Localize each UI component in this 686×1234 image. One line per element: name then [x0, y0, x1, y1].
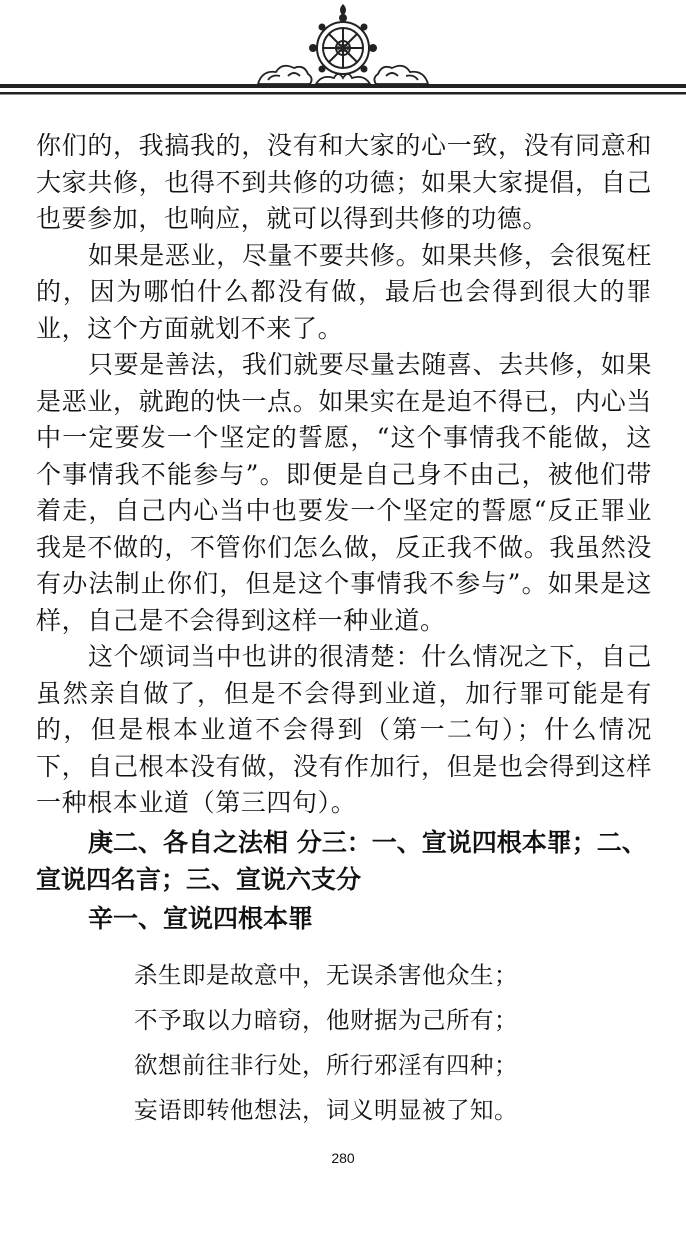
paragraph-3: 只要是善法，我们就要尽量去随喜、去共修，如果是恶业，就跑的快一点。如果实在是迫不得已，内心当中一定要发一个坚定的誓愿，“这个事情我不能做，这个事情我不能参与”。即便是自己身不由己，被他们带着走，自己内心当中也要发一个坚定的誓愿“反正罪业我是不做的，不管你们怎么做，反正我不做。我虽然没有办法制止你们，但是这个事情我不参与”。如果是这样，自己是不会得到这样一种业道。	[36, 350, 652, 635]
page-body	[36, 128, 652, 1135]
paragraph-4: 这个颂词当中也讲的很清楚：什么情况之下，自己虽然亲自做了，但是不会得到业道，加行罪可能是有的，但是根本业道不会得到（第一二句）；什么情况下，自己根本没有做，没有作加行，但是也会得到这样一种根本业道（第三四句）。	[36, 642, 652, 817]
verse-block	[36, 955, 652, 1130]
section-heading: 庚二、各自之法相 分三：一、宣说四根本罪；二、宣说四名言；三、宣说六支分	[36, 827, 647, 894]
paragraph-1: 你们的，我搞我的，没有和大家的心一致，没有同意和大家共修，也得不到共修的功德；如果大家提倡，自己也要参加，也响应，就可以得到共修的功德。	[36, 131, 652, 233]
page-header-ornament	[0, 0, 686, 110]
dharma-wheel-icon	[0, 0, 686, 110]
paragraph-2: 如果是恶业，尽量不要共修。如果共修，会很冤枉的，因为哪怕什么都没有做，最后也会得到很大的罪业，这个方面就划不来了。	[36, 240, 652, 343]
subsection-heading: 辛一、宣说四根本罪	[88, 903, 314, 933]
verse-line-1: 杀生即是故意中，无误杀害他众生；	[134, 960, 518, 989]
page-number: 280	[331, 1150, 355, 1166]
verse-line-4: 妄语即转他想法，词义明显被了知。	[134, 1095, 518, 1124]
verse-line-2: 不予取以力暗窃，他财据为己所有；	[134, 1005, 518, 1034]
verse-line-3: 欲想前往非行处，所行邪淫有四种；	[134, 1050, 518, 1079]
